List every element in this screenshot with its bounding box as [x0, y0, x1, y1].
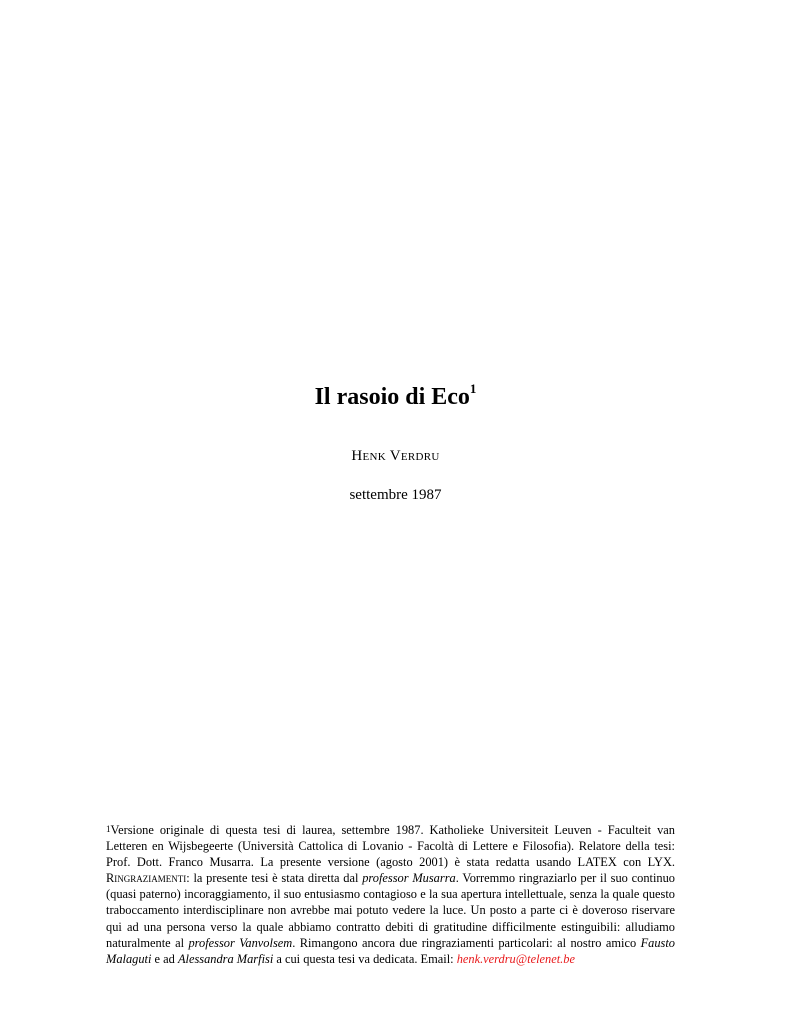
author-name: Henk Verdru [351, 448, 440, 464]
footnote-text-2: : la presente tesi è stata diretta dal [186, 871, 363, 886]
friend-malaguti: Fausto Malaguti [106, 935, 675, 966]
footnote-marker: 1 [106, 824, 111, 834]
professor-musarra: professor Musarra [362, 871, 456, 886]
professor-vanvolsem: professor Vanvolsem [188, 935, 293, 950]
title-footnote-marker[interactable]: 1 [469, 381, 477, 396]
document-date: settembre 1987 [349, 487, 442, 503]
acknowledgements-label: Ringraziamenti [106, 871, 187, 886]
footnote-text-6: a cui questa tesi va dedicata. Email: [273, 951, 457, 966]
footnote-text-4: . Rimangono ancora due ringraziamenti particolari: al nostro amico [292, 935, 641, 950]
footnote-text-1: Versione originale di questa tesi di laurea, settembre 1987. Katholieke Universiteit Leuven - Faculteit van Letteren en Wijsbegeerte (Università Cattolica di Lovanio - Facoltà di Lettere e Filosofia). Relatore della tesi: Prof. Dott. Franco Musarra. La presente versione (agosto 2001) è stata redatta usando LATEX con LYX. [106, 823, 675, 870]
footnote [106, 822, 675, 967]
title-text: Il rasoio di Eco [314, 384, 470, 410]
title-block [0, 376, 791, 412]
footnote-text-3: . Vorremmo ringraziarlo per il suo continuo (quasi paterno) incoraggiamento, il suo entusiasmo contagioso e la sua apertura intellettuale, senza la quale questo traboccamento interdisciplinare non avrebbe mai potuto vedere la luce. Un posto a parte ci è doveroso riservare qui ad una persona verso la quale abbiamo contratto debiti di gratitudine difficilmente estinguibili: alludiamo naturalmente al [106, 871, 675, 950]
footnote-text-5: e ad [151, 951, 178, 966]
email-link[interactable]: henk.verdru@telenet.be [456, 951, 575, 966]
friend-marfisi: Alessandra Marfisi [177, 951, 274, 966]
document-title [0, 376, 791, 412]
